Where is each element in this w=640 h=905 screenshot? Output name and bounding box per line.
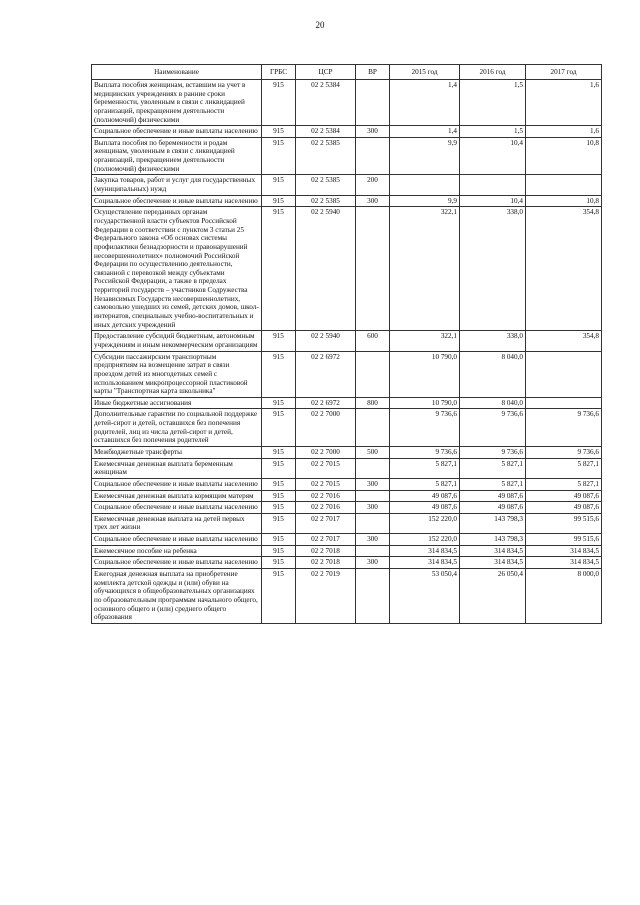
- grbs-cell: 915: [262, 569, 296, 624]
- table-row: [92, 137, 602, 175]
- csr-cell: 02 2 5385: [296, 175, 356, 195]
- value-2017-cell: 49 087,6: [526, 502, 602, 514]
- csr-cell: 02 2 5940: [296, 331, 356, 351]
- table-row: [92, 513, 602, 533]
- vr-cell: [356, 545, 390, 557]
- csr-cell: 02 2 6972: [296, 397, 356, 409]
- grbs-cell: 915: [262, 126, 296, 138]
- value-2016-cell: 49 087,6: [460, 490, 526, 502]
- table-row: [92, 446, 602, 458]
- table-row: [92, 331, 602, 351]
- row-name-cell: Ежегодная денежная выплата на приобретение комплекта детской одежды и (или) обуви на обучающихся в общеобразовательных организациях по образовательным программам начального общего, основного общего и (или) среднего общего образования: [92, 569, 262, 624]
- csr-cell: 02 2 7018: [296, 557, 356, 569]
- value-2015-cell: 9 736,6: [390, 409, 460, 447]
- value-2015-cell: 314 834,5: [390, 557, 460, 569]
- grbs-cell: 915: [262, 137, 296, 175]
- grbs-cell: 915: [262, 351, 296, 397]
- csr-cell: 02 2 5385: [296, 195, 356, 207]
- value-2017-cell: 10,8: [526, 137, 602, 175]
- vr-cell: 800: [356, 397, 390, 409]
- value-2016-cell: 143 798,3: [460, 513, 526, 533]
- value-2016-cell: 314 834,5: [460, 557, 526, 569]
- value-2017-cell: 314 834,5: [526, 545, 602, 557]
- grbs-cell: 915: [262, 409, 296, 447]
- value-2015-cell: 152 220,0: [390, 534, 460, 546]
- value-2016-cell: 143 798,3: [460, 534, 526, 546]
- table-row: [92, 397, 602, 409]
- value-2016-cell: 26 050,4: [460, 569, 526, 624]
- row-name-cell: Ежемесячная денежная выплата кормящим матерям: [92, 490, 262, 502]
- value-2015-cell: 49 087,6: [390, 490, 460, 502]
- csr-cell: 02 2 7019: [296, 569, 356, 624]
- page-number: 20: [315, 20, 325, 30]
- vr-cell: [356, 207, 390, 331]
- row-name-cell: Социальное обеспечение и иные выплаты населению: [92, 534, 262, 546]
- value-2017-cell: 1,6: [526, 80, 602, 126]
- value-2015-cell: 1,4: [390, 126, 460, 138]
- value-2016-cell: 10,4: [460, 137, 526, 175]
- table-row: [92, 195, 602, 207]
- header-name: Наименование: [92, 65, 262, 80]
- csr-cell: 02 2 7015: [296, 478, 356, 490]
- grbs-cell: 915: [262, 175, 296, 195]
- value-2017-cell: 354,8: [526, 331, 602, 351]
- row-name-cell: Социальное обеспечение и иные выплаты населению: [92, 126, 262, 138]
- csr-cell: 02 2 7017: [296, 534, 356, 546]
- value-2015-cell: 5 827,1: [390, 458, 460, 478]
- value-2017-cell: 99 515,6: [526, 534, 602, 546]
- header-csr: ЦСР: [296, 65, 356, 80]
- grbs-cell: 915: [262, 545, 296, 557]
- vr-cell: [356, 351, 390, 397]
- value-2017-cell: [526, 397, 602, 409]
- row-name-cell: Социальное обеспечение и иные выплаты населению: [92, 502, 262, 514]
- value-2016-cell: 314 834,5: [460, 545, 526, 557]
- vr-cell: [356, 409, 390, 447]
- table-row: [92, 80, 602, 126]
- header-year-2017: 2017 год: [526, 65, 602, 80]
- grbs-cell: 915: [262, 478, 296, 490]
- vr-cell: 300: [356, 126, 390, 138]
- value-2015-cell: 322,1: [390, 207, 460, 331]
- value-2015-cell: 10 790,0: [390, 397, 460, 409]
- value-2017-cell: 314 834,5: [526, 557, 602, 569]
- grbs-cell: 915: [262, 534, 296, 546]
- table-row: [92, 175, 602, 195]
- vr-cell: 300: [356, 502, 390, 514]
- grbs-cell: 915: [262, 490, 296, 502]
- grbs-cell: 915: [262, 513, 296, 533]
- csr-cell: 02 2 5384: [296, 126, 356, 138]
- row-name-cell: Ежемесячное пособие на ребенка: [92, 545, 262, 557]
- vr-cell: [356, 569, 390, 624]
- value-2016-cell: 8 040,0: [460, 351, 526, 397]
- vr-cell: [356, 80, 390, 126]
- csr-cell: 02 2 5384: [296, 80, 356, 126]
- table-row: [92, 458, 602, 478]
- value-2015-cell: [390, 175, 460, 195]
- value-2017-cell: 9 736,6: [526, 446, 602, 458]
- vr-cell: [356, 513, 390, 533]
- vr-cell: 300: [356, 195, 390, 207]
- value-2015-cell: 5 827,1: [390, 478, 460, 490]
- row-name-cell: Ежемесячная денежная выплата на детей первых трех лет жизни: [92, 513, 262, 533]
- value-2015-cell: 152 220,0: [390, 513, 460, 533]
- value-2017-cell: 9 736,6: [526, 409, 602, 447]
- header-grbs: ГРБС: [262, 65, 296, 80]
- value-2017-cell: 10,8: [526, 195, 602, 207]
- row-name-cell: Социальное обеспечение и иные выплаты населению: [92, 557, 262, 569]
- table-row: [92, 569, 602, 624]
- table-body: [92, 80, 602, 624]
- vr-cell: 500: [356, 446, 390, 458]
- row-name-cell: Дополнительные гарантии по социальной поддержке детей-сирот и детей, оставшихся без попечения родителей, лиц из числа детей-сирот и детей, оставшихся без попечения родителей: [92, 409, 262, 447]
- value-2015-cell: 9,9: [390, 137, 460, 175]
- grbs-cell: 915: [262, 207, 296, 331]
- csr-cell: 02 2 7018: [296, 545, 356, 557]
- header-year-2016: 2016 год: [460, 65, 526, 80]
- value-2016-cell: 5 827,1: [460, 478, 526, 490]
- csr-cell: 02 2 6972: [296, 351, 356, 397]
- value-2016-cell: 1,5: [460, 80, 526, 126]
- value-2016-cell: 49 087,6: [460, 502, 526, 514]
- value-2016-cell: 5 827,1: [460, 458, 526, 478]
- csr-cell: 02 2 7000: [296, 446, 356, 458]
- value-2015-cell: 53 050,4: [390, 569, 460, 624]
- value-2016-cell: [460, 175, 526, 195]
- csr-cell: 02 2 5940: [296, 207, 356, 331]
- row-name-cell: Осуществление переданных органам государственной власти субъектов Российской Федерации в соответствии с пунктом 3 статьи 25 Федерального закона «Об основах системы профилактики безнадзорности и правонарушений несовершеннолетних» полномочий Российской Федерации по осуществлению деятельности, связанной с перевозкой между субъектами Российской Федерации, а также в пределах территорий государств – участников Содружества Независимых Государств несовершеннолетних, самовольно ушедших из семей, детских домов, школ-интернатов, специальных учебно-воспитательных и иных детских учреждений: [92, 207, 262, 331]
- row-name-cell: Предоставление субсидий бюджетным, автономным учреждениям и иным некоммерческим организациям: [92, 331, 262, 351]
- value-2015-cell: 9,9: [390, 195, 460, 207]
- table-row: [92, 478, 602, 490]
- csr-cell: 02 2 7017: [296, 513, 356, 533]
- grbs-cell: 915: [262, 557, 296, 569]
- value-2016-cell: 338,0: [460, 207, 526, 331]
- row-name-cell: Субсидии пассажирским транспортным предприятиям на возмещение затрат в связи проездом детей из многодетных семей с использованием микропроцессорной пластиковой карты "Транспортная карта школьника": [92, 351, 262, 397]
- table-row: [92, 126, 602, 138]
- row-name-cell: Социальное обеспечение и иные выплаты населению: [92, 195, 262, 207]
- row-name-cell: Выплата пособия по беременности и родам женщинам, уволенным в связи с ликвидацией организаций, прекращением деятельности (полномочий) физическими: [92, 137, 262, 175]
- table-header-row: [92, 65, 602, 80]
- row-name-cell: Закупка товаров, работ и услуг для государственных (муниципальных) нужд: [92, 175, 262, 195]
- value-2015-cell: 1,4: [390, 80, 460, 126]
- value-2017-cell: 8 000,0: [526, 569, 602, 624]
- row-name-cell: Выплата пособия женщинам, вставшим на учет в медицинских учреждениях в ранние сроки беременности, уволенным в связи с ликвидацией организаций, прекращением деятельности (полномочий) физическими: [92, 80, 262, 126]
- value-2017-cell: 5 827,1: [526, 458, 602, 478]
- vr-cell: 300: [356, 534, 390, 546]
- row-name-cell: Социальное обеспечение и иные выплаты населению: [92, 478, 262, 490]
- value-2017-cell: 1,6: [526, 126, 602, 138]
- value-2016-cell: 8 040,0: [460, 397, 526, 409]
- value-2017-cell: 49 087,6: [526, 490, 602, 502]
- vr-cell: [356, 490, 390, 502]
- grbs-cell: 915: [262, 458, 296, 478]
- value-2017-cell: 354,8: [526, 207, 602, 331]
- row-name-cell: Межбюджетные трансферты: [92, 446, 262, 458]
- csr-cell: 02 2 7016: [296, 490, 356, 502]
- csr-cell: 02 2 7000: [296, 409, 356, 447]
- grbs-cell: 915: [262, 80, 296, 126]
- value-2015-cell: 49 087,6: [390, 502, 460, 514]
- value-2016-cell: 10,4: [460, 195, 526, 207]
- header-vr: ВР: [356, 65, 390, 80]
- grbs-cell: 915: [262, 331, 296, 351]
- vr-cell: 300: [356, 557, 390, 569]
- table-row: [92, 207, 602, 331]
- table-row: [92, 351, 602, 397]
- row-name-cell: Ежемесячная денежная выплата беременным женщинам: [92, 458, 262, 478]
- row-name-cell: Иные бюджетные ассигнования: [92, 397, 262, 409]
- value-2016-cell: 9 736,6: [460, 409, 526, 447]
- vr-cell: [356, 137, 390, 175]
- value-2015-cell: 10 790,0: [390, 351, 460, 397]
- vr-cell: 600: [356, 331, 390, 351]
- value-2017-cell: [526, 175, 602, 195]
- table-row: [92, 490, 602, 502]
- vr-cell: [356, 458, 390, 478]
- value-2016-cell: 1,5: [460, 126, 526, 138]
- value-2015-cell: 322,1: [390, 331, 460, 351]
- table-row: [92, 545, 602, 557]
- header-year-2015: 2015 год: [390, 65, 460, 80]
- grbs-cell: 915: [262, 397, 296, 409]
- table-row: [92, 534, 602, 546]
- vr-cell: 300: [356, 478, 390, 490]
- csr-cell: 02 2 5385: [296, 137, 356, 175]
- grbs-cell: 915: [262, 195, 296, 207]
- value-2017-cell: [526, 351, 602, 397]
- grbs-cell: 915: [262, 446, 296, 458]
- table-row: [92, 502, 602, 514]
- grbs-cell: 915: [262, 502, 296, 514]
- table-row: [92, 409, 602, 447]
- value-2016-cell: 338,0: [460, 331, 526, 351]
- value-2015-cell: 9 736,6: [390, 446, 460, 458]
- value-2015-cell: 314 834,5: [390, 545, 460, 557]
- value-2016-cell: 9 736,6: [460, 446, 526, 458]
- table-row: [92, 557, 602, 569]
- budget-table: [91, 64, 602, 624]
- csr-cell: 02 2 7015: [296, 458, 356, 478]
- csr-cell: 02 2 7016: [296, 502, 356, 514]
- value-2017-cell: 5 827,1: [526, 478, 602, 490]
- value-2017-cell: 99 515,6: [526, 513, 602, 533]
- vr-cell: 200: [356, 175, 390, 195]
